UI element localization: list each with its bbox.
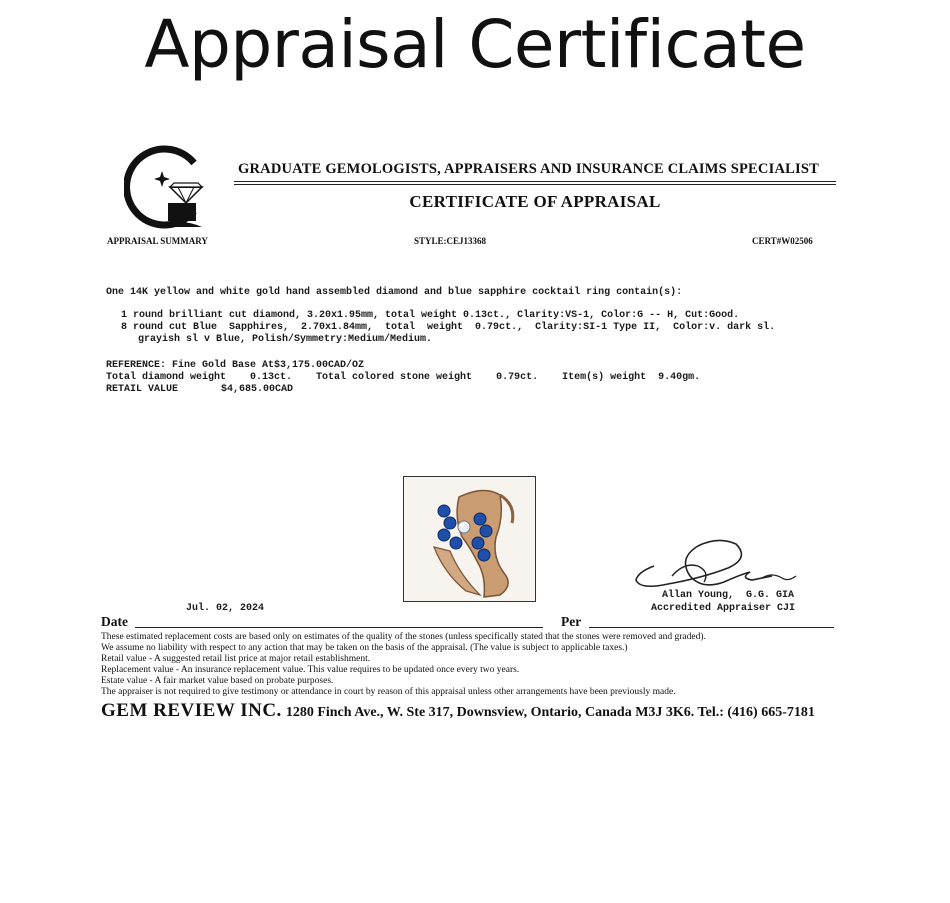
disclaimer-line: Retail value - A suggested retail list price at major retail establishment. [101, 654, 371, 664]
reference-line: REFERENCE: Fine Gold Base At$3,175.00CAD/OZ [106, 360, 365, 371]
gem-logo [124, 141, 208, 231]
retail-label: RETAIL VALUE [106, 384, 179, 395]
organization-title: GRADUATE GEMOLOGISTS, APPRAISERS AND INSURANCE CLAIMS SPECIALIST [238, 161, 819, 177]
date-label: Date [101, 614, 128, 629]
date-value: Jul. 02, 2024 [186, 603, 265, 614]
date-underline [135, 627, 543, 628]
ring-photo [403, 476, 536, 602]
disclaimer-line: We assume no liability with respect to any action that may be taken on the basis of the appraisal. (The value is subject to applicable taxes.) [101, 643, 628, 653]
item-diamond: 1 round brilliant cut diamond, 3.20x1.95mm, total weight 0.13ct., Clarity:VS-1, Color:G -- H, Cut:Good. [121, 310, 740, 321]
banner-title: Appraisal Certificate [144, 6, 806, 83]
per-underline [589, 627, 834, 628]
company-address: 1280 Finch Ave., W. Ste 317, Downsview, Ontario, Canada M3J 3K6. Tel.: (416) 665-7181 [285, 705, 815, 720]
appraiser-credential: Accredited Appraiser CJI [651, 603, 796, 614]
header-divider-thin [234, 184, 836, 185]
certificate-title: CERTIFICATE OF APPRAISAL [409, 192, 661, 211]
disclaimer-line: These estimated replacement costs are based only on estimates of the quality of the stones (unless specifically stated that the stones were removed and graded). [101, 632, 706, 642]
disclaimer-line: Estate value - A fair market value based on probate purposes. [101, 676, 334, 686]
signature-scrawl [632, 532, 802, 594]
company-footer [101, 700, 815, 722]
disclaimer-line: Replacement value - An insurance replacement value. This value requires to be updated once every two years. [101, 665, 520, 675]
company-name: GEM REVIEW INC. [101, 700, 282, 721]
item-sapphires-cont: grayish sl v Blue, Polish/Symmetry:Medium/Medium. [138, 334, 433, 345]
summary-label: APPRAISAL SUMMARY [107, 236, 208, 246]
retail-value: $4,685.00CAD [221, 384, 294, 395]
item-sapphires: 8 round cut Blue Sapphires, 2.70x1.84mm, total weight 0.79ct., Clarity:SI-1 Type II, Color:v. dark sl. [121, 322, 776, 333]
style-number: STYLE:CEJ13368 [414, 236, 487, 246]
item-intro: One 14K yellow and white gold hand assembled diamond and blue sapphire cocktail ring contain(s): [106, 287, 683, 298]
weights-line: Total diamond weight 0.13ct. Total colored stone weight 0.79ct. Item(s) weight 9.40gm. [106, 372, 701, 383]
appraiser-name: Allan Young, G.G. GIA [662, 590, 795, 601]
cert-number: CERT#W02506 [752, 236, 813, 246]
disclaimer-line: The appraiser is not required to give testimony or attendance in court by reason of this appraisal unless other arrangements have been previously made. [101, 687, 676, 697]
header-divider [234, 181, 836, 182]
per-label: Per [561, 614, 582, 629]
